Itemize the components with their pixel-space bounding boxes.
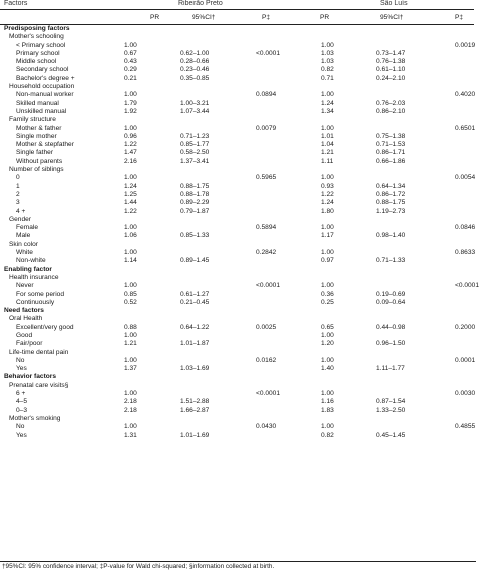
pr-value-1: 1.00 <box>124 224 137 232</box>
p-value-1: <0.0001 <box>256 390 281 398</box>
pr-value-1: 1.00 <box>124 390 137 398</box>
row-label: Never <box>16 282 34 290</box>
ci-value-2: 0.86–1.72 <box>376 190 406 198</box>
row-label: Behavior factors <box>4 373 57 381</box>
table-row <box>0 133 474 141</box>
row-label: 4–5 <box>16 398 28 406</box>
ci-value-1: 0.58–2.50 <box>180 149 210 157</box>
pr-value-1: 1.31 <box>124 431 137 439</box>
ci-value-2: 0.45–1.45 <box>376 431 406 439</box>
pr-value-1: 0.88 <box>124 323 137 331</box>
table-row <box>0 282 479 290</box>
table-row <box>0 224 474 232</box>
p-value-1: 0.0025 <box>256 323 277 331</box>
row-label: Oral Health <box>9 315 43 323</box>
pr-value-2: 1.00 <box>321 91 334 99</box>
ci-value-2: 0.66–1.86 <box>376 157 406 165</box>
row-label: Mother & stepfather <box>16 141 74 149</box>
row-label: Mother & father <box>16 124 62 132</box>
p-value-2: 0.0054 <box>455 174 476 182</box>
pr-value-1: 1.00 <box>124 331 137 339</box>
subgroup-header-row <box>0 116 474 124</box>
pr-value-2: 1.83 <box>321 406 334 414</box>
pr-value-1: 2.18 <box>124 398 137 406</box>
row-label: Good <box>16 331 33 339</box>
pr-value-2: 1.01 <box>321 132 334 140</box>
row-label: Middle school <box>16 58 57 66</box>
table-row <box>0 232 474 240</box>
ci-value-1: 0.88–1.75 <box>180 182 210 190</box>
subgroup-header-row <box>0 382 474 390</box>
table-row <box>0 141 474 149</box>
ci-value-1: 1.37–3.41 <box>180 157 210 165</box>
table-row <box>0 108 474 116</box>
row-label: Yes <box>16 365 27 373</box>
pr-value-2: 1.00 <box>321 249 334 257</box>
pr-value-2: 0.25 <box>321 298 334 306</box>
p-value-2: 0.2000 <box>455 323 476 331</box>
ci-header-1: 95%CI† <box>192 14 216 21</box>
ci-value-2: 0.76–1.38 <box>376 58 406 66</box>
pr-value-1: 1.24 <box>124 182 137 190</box>
row-label: Unskilled manual <box>16 107 67 115</box>
subgroup-header-row <box>0 216 474 224</box>
pr-value-1: 0.52 <box>124 298 137 306</box>
table-row <box>0 100 474 108</box>
row-label: Skilled manual <box>16 99 59 107</box>
subgroup-header-row <box>0 349 474 357</box>
table-row <box>0 398 474 406</box>
table-row <box>0 291 474 299</box>
city-header-ribeirao-preto: Ribeirão Preto <box>178 0 223 7</box>
ci-value-1: 0.85–1.33 <box>180 232 210 240</box>
pr-value-2: 0.65 <box>321 323 334 331</box>
ci-value-2: 1.11–1.77 <box>376 365 405 373</box>
row-label: Mother's smoking <box>9 414 61 422</box>
row-label: White <box>16 249 33 257</box>
ci-value-2: 0.24–2.10 <box>376 74 406 82</box>
pr-value-2: 0.82 <box>321 431 334 439</box>
row-label: < Primary school <box>16 41 66 49</box>
ci-value-1: 0.85–1.77 <box>180 141 210 149</box>
pr-value-2: 1.04 <box>321 141 334 149</box>
row-label: Single father <box>16 149 54 157</box>
pr-value-1: 0.29 <box>124 66 137 74</box>
pr-value-2: 1.03 <box>321 49 334 57</box>
table-row <box>0 423 474 431</box>
pr-value-1: 1.21 <box>124 340 137 348</box>
pr-value-1: 1.00 <box>124 174 137 182</box>
pr-value-2: 1.00 <box>321 124 334 132</box>
p-value-1: 0.5965 <box>256 174 277 182</box>
row-label: Excellent/very good <box>16 323 74 331</box>
pr-value-2: 1.11 <box>321 157 334 165</box>
pr-value-1: 1.22 <box>124 207 137 215</box>
row-label: Yes <box>16 431 27 439</box>
group-header-row <box>0 373 474 381</box>
pr-value-1: 1.06 <box>124 232 137 240</box>
ci-value-1: 0.71–1.23 <box>180 132 210 140</box>
ci-value-1: 1.01–1.87 <box>180 340 210 348</box>
ci-value-2: 0.64–1.34 <box>376 182 406 190</box>
pr-value-1: 1.14 <box>124 257 137 265</box>
ci-value-1: 0.79–1.87 <box>180 207 210 215</box>
ci-value-1: 1.03–1.69 <box>180 365 210 373</box>
ci-header-2: 95%CI† <box>380 14 404 21</box>
row-label: No <box>16 423 25 431</box>
p-value-2: 0.6501 <box>455 124 476 132</box>
table-header-cities <box>0 0 474 10</box>
pr-value-1: 1.00 <box>124 423 137 431</box>
ci-value-1: 0.35–0.85 <box>180 74 210 82</box>
row-label: Life-time dental pain <box>9 348 69 356</box>
row-label: Non-white <box>16 257 46 265</box>
ci-value-2: 0.86–1.71 <box>376 149 406 157</box>
row-label: Single mother <box>16 132 57 140</box>
pr-value-2: 1.00 <box>321 224 334 232</box>
p-value-1: 0.0162 <box>256 356 277 364</box>
table-row <box>0 357 474 365</box>
pr-value-2: 0.97 <box>321 257 334 265</box>
ci-value-2: 0.87–1.54 <box>376 398 406 406</box>
table-row <box>0 432 474 440</box>
pr-value-1: 1.00 <box>124 124 137 132</box>
pr-value-1: 0.85 <box>124 290 137 298</box>
group-header-row <box>0 266 474 274</box>
row-label: Number of siblings <box>9 166 64 174</box>
table-row <box>0 332 474 340</box>
ci-value-2: 0.44–0.98 <box>376 323 406 331</box>
pr-value-1: 1.92 <box>124 107 137 115</box>
row-label: Skin color <box>9 240 38 248</box>
table-row <box>0 249 474 257</box>
ci-value-1: 0.89–2.29 <box>180 199 210 207</box>
p-value-2: 0.4020 <box>455 91 476 99</box>
row-label: Prenatal care visits§ <box>9 381 69 389</box>
table-row <box>0 58 474 66</box>
subgroup-header-row <box>0 241 474 249</box>
row-label: Household occupation <box>9 83 75 91</box>
ci-value-1: 0.61–1.27 <box>180 290 210 298</box>
row-label: Health insurance <box>9 273 59 281</box>
row-label: Mother's schooling <box>9 33 64 41</box>
row-label: Bachelor's degree + <box>16 74 75 82</box>
pr-value-2: 1.40 <box>321 365 334 373</box>
p-value-2: 0.0030 <box>455 390 476 398</box>
pr-value-2: 1.24 <box>321 99 334 107</box>
pr-value-2: 1.20 <box>321 340 334 348</box>
row-label: 3 <box>16 199 20 207</box>
table-row <box>0 208 474 216</box>
ci-value-2: 0.86–2.10 <box>376 107 406 115</box>
group-header-row <box>0 307 474 315</box>
ci-value-1: 0.28–0.66 <box>180 58 210 66</box>
ci-value-1: 0.23–0.46 <box>180 66 210 74</box>
pr-value-2: 1.00 <box>321 174 334 182</box>
table-row <box>0 42 474 50</box>
pr-header-1: PR <box>150 14 160 21</box>
p-value-1: 0.2842 <box>256 249 277 257</box>
row-label: 0–3 <box>16 406 28 414</box>
p-header-2: P‡ <box>455 14 464 21</box>
ci-value-2: 0.88–1.75 <box>376 199 406 207</box>
table-row <box>0 149 474 157</box>
city-header-sao-luis: São Luís <box>380 0 408 7</box>
row-label: Primary school <box>16 49 60 57</box>
table-row <box>0 174 474 182</box>
pr-value-2: 1.00 <box>321 282 334 290</box>
ci-value-2: 0.73–1.47 <box>376 49 406 57</box>
pr-value-2: 1.00 <box>321 356 334 364</box>
table-row <box>0 191 474 199</box>
pr-header-2: PR <box>320 14 330 21</box>
pr-value-1: 1.25 <box>124 190 137 198</box>
subgroup-header-row <box>0 274 474 282</box>
ci-value-2: 0.71–1.53 <box>376 141 406 149</box>
ci-value-2: 0.61–1.10 <box>376 66 406 74</box>
row-label: Secondary school <box>16 66 69 74</box>
pr-value-2: 1.80 <box>321 207 334 215</box>
table-row <box>0 183 474 191</box>
p-value-2: <0.0001 <box>455 282 479 290</box>
row-label: For some period <box>16 290 65 298</box>
group-header-row <box>0 25 474 33</box>
row-label: No <box>16 356 25 364</box>
ci-value-2: 1.19–2.73 <box>376 207 406 215</box>
pr-value-1: 0.96 <box>124 132 137 140</box>
ci-value-2: 0.71–1.33 <box>376 257 406 265</box>
ci-value-1: 0.62–1.00 <box>180 49 210 57</box>
table-row <box>0 340 474 348</box>
subgroup-header-row <box>0 33 474 41</box>
table-row <box>0 324 474 332</box>
ci-value-1: 1.07–3.44 <box>180 107 210 115</box>
p-value-1: 0.0079 <box>256 124 277 132</box>
ci-value-2: 0.76–2.03 <box>376 99 406 107</box>
table-row <box>0 390 474 398</box>
table-row <box>0 125 474 133</box>
ci-value-2: 0.75–1.38 <box>376 132 406 140</box>
table-row <box>0 158 474 166</box>
row-label: Gender <box>9 215 31 223</box>
pr-value-1: 1.00 <box>124 41 137 49</box>
p-value-1: 0.0430 <box>256 423 277 431</box>
table-footnote: †95%CI: 95% confidence interval; ‡P-value for Wald chi-squared; §information collected at birth. <box>0 561 476 572</box>
pr-value-2: 1.34 <box>321 107 334 115</box>
row-label: Female <box>16 224 38 232</box>
pr-value-1: 1.00 <box>124 356 137 364</box>
p-value-1: <0.0001 <box>256 282 281 290</box>
ci-value-1: 1.66–2.87 <box>180 406 210 414</box>
pr-value-2: 0.93 <box>321 182 334 190</box>
table-body <box>0 25 479 440</box>
row-label: Predisposing factors <box>4 25 70 32</box>
row-label: Male <box>16 232 31 240</box>
row-label: Without parents <box>16 157 63 165</box>
pr-value-2: 1.21 <box>321 149 334 157</box>
table-row <box>0 257 474 265</box>
p-value-2: 0.8633 <box>455 249 476 257</box>
ci-value-2: 0.19–0.69 <box>376 290 406 298</box>
p-value-2: 0.4855 <box>455 423 476 431</box>
table-row <box>0 365 474 373</box>
ci-value-1: 0.21–0.45 <box>180 298 210 306</box>
row-label: 2 <box>16 190 20 198</box>
pr-value-1: 0.67 <box>124 49 137 57</box>
table-header-columns <box>0 10 474 25</box>
pr-value-1: 2.16 <box>124 157 137 165</box>
table-row <box>0 299 474 307</box>
table-row <box>0 199 474 207</box>
table-row <box>0 91 474 99</box>
ci-value-1: 1.00–3.21 <box>180 99 210 107</box>
pr-value-2: 1.24 <box>321 199 334 207</box>
row-label: Non-manual worker <box>16 91 74 99</box>
pr-value-1: 1.37 <box>124 365 137 373</box>
row-label: Continuously <box>16 298 55 306</box>
row-label: Enabling factor <box>4 265 52 273</box>
ci-value-1: 0.88–1.78 <box>180 190 210 198</box>
p-value-1: 0.0894 <box>256 91 277 99</box>
ci-value-1: 1.01–1.69 <box>180 431 210 439</box>
pr-value-2: 1.17 <box>321 232 334 240</box>
table-row <box>0 50 474 58</box>
pr-value-1: 0.43 <box>124 58 137 66</box>
ci-value-2: 0.09–0.64 <box>376 298 406 306</box>
pr-value-1: 1.47 <box>124 149 137 157</box>
row-label: Fair/poor <box>16 340 43 348</box>
pr-value-2: 0.71 <box>321 74 334 82</box>
pr-value-1: 2.18 <box>124 406 137 414</box>
pr-value-1: 1.79 <box>124 99 137 107</box>
factors-header: Factors <box>4 0 28 7</box>
table-row <box>0 75 474 83</box>
row-label: Need factors <box>4 307 44 315</box>
pr-value-1: 1.00 <box>124 91 137 99</box>
pr-value-2: 1.00 <box>321 423 334 431</box>
subgroup-header-row <box>0 83 474 91</box>
pr-value-1: 1.00 <box>124 282 137 290</box>
pr-value-1: 1.00 <box>124 249 137 257</box>
ci-value-1: 1.51–2.88 <box>180 398 210 406</box>
ci-value-2: 1.33–2.50 <box>376 406 406 414</box>
pr-value-2: 1.00 <box>321 41 334 49</box>
row-label: 0 <box>16 174 20 182</box>
table-row <box>0 66 474 74</box>
row-label: 4 + <box>16 207 26 215</box>
p-header-1: P‡ <box>262 14 271 21</box>
pr-value-1: 1.44 <box>124 199 137 207</box>
table-row <box>0 407 474 415</box>
row-label: Family structure <box>9 116 56 124</box>
subgroup-header-row <box>0 166 474 174</box>
p-value-1: <0.0001 <box>256 49 281 57</box>
subgroup-header-row <box>0 315 474 323</box>
pr-value-1: 0.21 <box>124 74 137 82</box>
p-value-2: 0.0846 <box>455 224 476 232</box>
pr-value-2: 1.00 <box>321 390 334 398</box>
pr-value-2: 1.00 <box>321 331 334 339</box>
ci-value-1: 0.89–1.45 <box>180 257 210 265</box>
p-value-1: 0.5894 <box>256 224 277 232</box>
pr-value-1: 1.22 <box>124 141 137 149</box>
p-value-2: 0.0001 <box>455 356 476 364</box>
subgroup-header-row <box>0 415 474 423</box>
ci-value-1: 0.64–1.22 <box>180 323 210 331</box>
ci-value-2: 0.98–1.40 <box>376 232 406 240</box>
row-label: 6 + <box>16 390 26 398</box>
pr-value-2: 1.22 <box>321 190 334 198</box>
ci-value-2: 0.96–1.50 <box>376 340 406 348</box>
pr-value-2: 0.36 <box>321 290 334 298</box>
p-value-2: 0.0019 <box>455 41 476 49</box>
pr-value-2: 1.03 <box>321 58 334 66</box>
row-label: 1 <box>16 182 20 190</box>
pr-value-2: 0.82 <box>321 66 334 74</box>
pr-value-2: 1.16 <box>321 398 334 406</box>
